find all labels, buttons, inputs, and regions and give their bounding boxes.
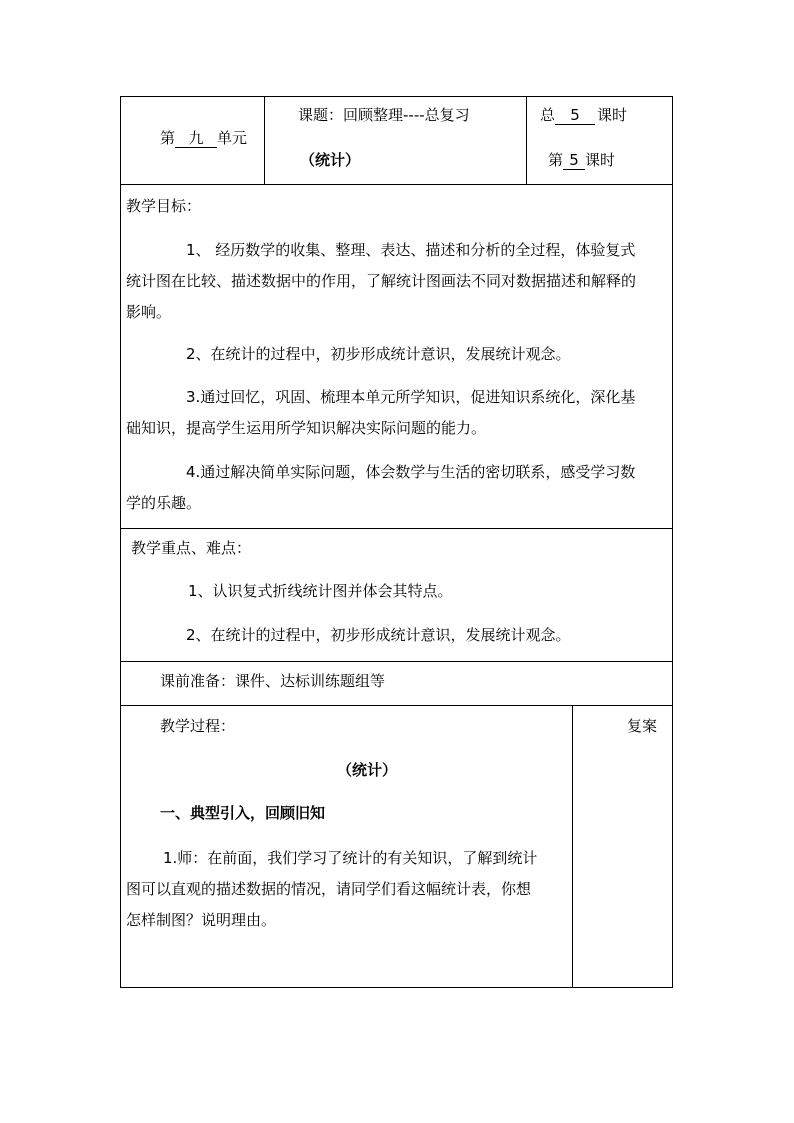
- keypoints-heading: 教学重点、难点：: [131, 539, 252, 557]
- objective-1-line: 影响。: [126, 303, 172, 321]
- objective-4-line: 4.通过解决简单实际问题，体会数学与生活的密切联系，感受学习数: [186, 463, 636, 481]
- unit-prefix: 第: [160, 129, 176, 147]
- process-paragraph-line: 1.师：在前面，我们学习了统计的有关知识，了解到统计: [163, 849, 538, 867]
- section-1-heading: 一、典型引入，回顾旧知: [160, 804, 326, 822]
- current-period-value: 5: [563, 152, 585, 170]
- objective-4: [126, 462, 635, 524]
- header-col-divider-1: [264, 96, 265, 185]
- process-paragraph-line: 怎样制图？说明理由。: [126, 911, 277, 929]
- current-period: 第 5 课时: [548, 151, 616, 169]
- header-col-divider-2: [526, 96, 527, 185]
- objective-1-line: 1、 经历数学的收集、整理、表达、描述和分析的全过程，体验复式: [186, 241, 636, 259]
- topic-title: 课题：回顾整理----总复习: [298, 106, 470, 124]
- topic-subtitle: （统计）: [300, 151, 361, 169]
- objective-2: 2、在统计的过程中，初步形成统计意识，发展统计观念。: [186, 345, 571, 363]
- objective-1-line: 统计图在比较、描述数据中的作用，了解统计图画法不同对数据描述和解释的: [126, 272, 637, 290]
- process-col-divider: [572, 705, 573, 988]
- total-periods-value: 5: [555, 107, 595, 125]
- objective-1: [126, 240, 636, 333]
- objective-3-line: 础知识，提高学生运用所学知识解决实际问题的能力。: [126, 419, 487, 437]
- row-divider-keypoints: [120, 661, 673, 662]
- unit-number: 九: [175, 130, 217, 148]
- row-divider-objectives: [120, 528, 673, 529]
- objectives-heading: 教学目标：: [126, 197, 202, 215]
- process-title: （统计）: [337, 761, 398, 779]
- objective-3-line: 3.通过回忆，巩固、梳理本单元所学知识，促进知识系统化，深化基: [186, 388, 636, 406]
- process-paragraph-1: [126, 848, 537, 941]
- keypoint-2: 2、在统计的过程中，初步形成统计意识，发展统计观念。: [186, 626, 571, 644]
- revision-column-heading: 复案: [627, 717, 658, 735]
- objective-4-line: 学的乐趣。: [126, 494, 202, 512]
- preparation-text: 课前准备：课件、达标训练题组等: [160, 672, 386, 690]
- process-paragraph-line: 图可以直观的描述数据的情况，请同学们看这幅统计表，你想: [126, 880, 532, 898]
- objective-3: [126, 387, 635, 449]
- unit-suffix: 单元: [217, 129, 248, 147]
- keypoint-1: 1、认识复式折线统计图并体会其特点。: [188, 582, 453, 600]
- row-divider-header: [120, 184, 673, 185]
- total-periods: 总 5 课时: [540, 106, 628, 124]
- unit-label: [160, 128, 247, 148]
- process-heading: 教学过程：: [160, 717, 236, 735]
- row-divider-preparation: [120, 705, 673, 706]
